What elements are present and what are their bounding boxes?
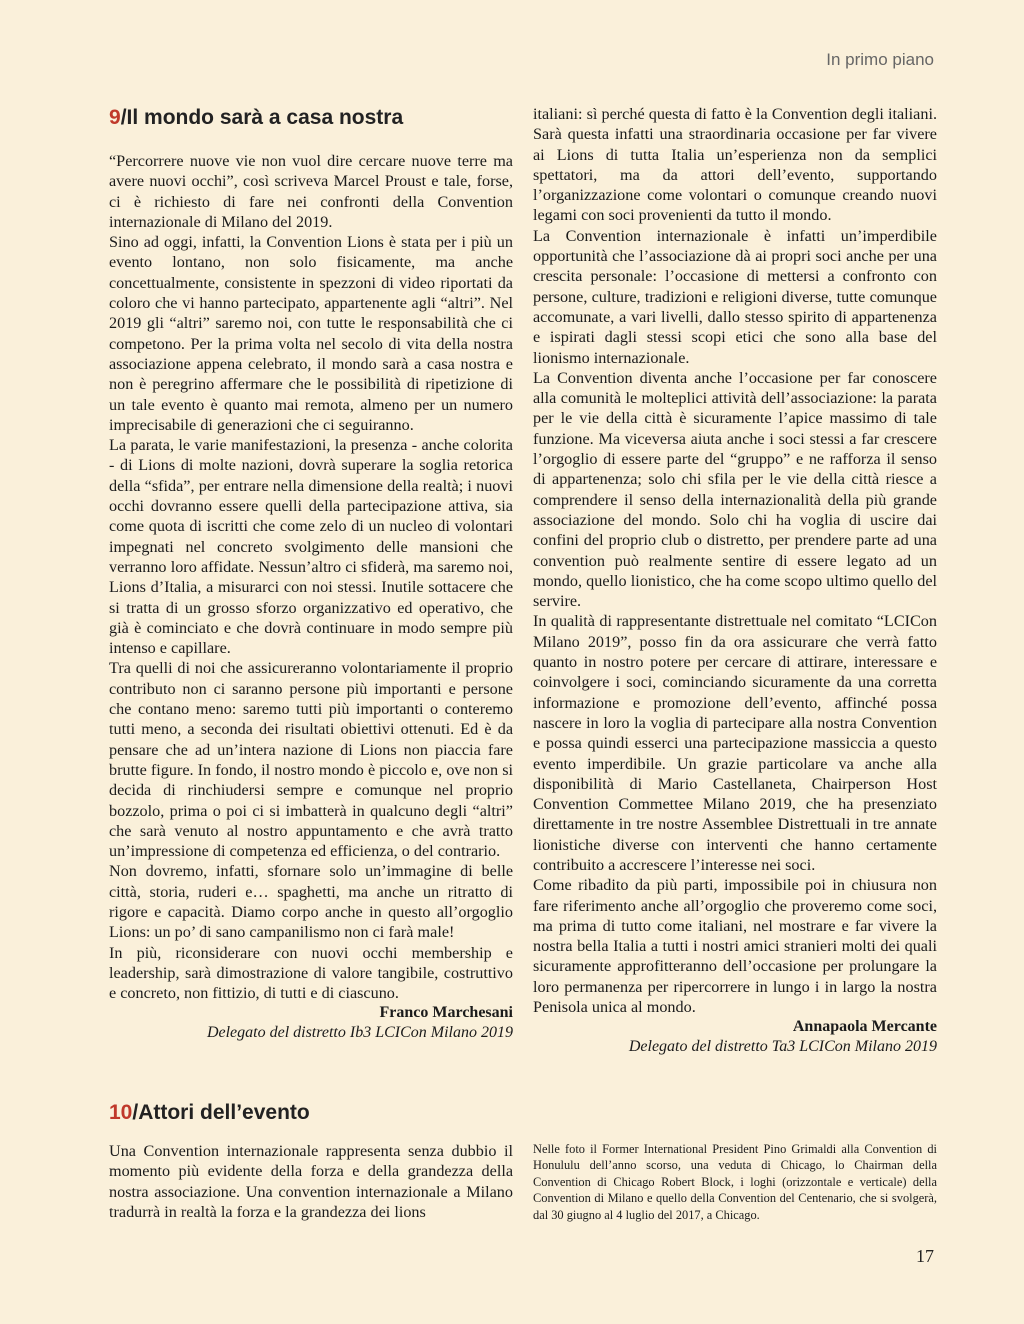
article-2: [109, 1099, 513, 1222]
article-2-title-text: /Attori dell’evento: [132, 1101, 310, 1124]
article-title: [109, 104, 513, 144]
paragraph: “Percorrere nuove vie non vuol dire cercare nuove terre ma avere nuovi occhi”, così scriveva Marcel Proust e tale, forse, ci è richiesto di fare nei confronti della Convention internazionale di Milano del 2019.: [109, 152, 513, 231]
paragraph: La Convention internazionale è infatti un’imperdibile opportunità che l’associazione dà ai propri soci anche per una crescita personale: l’occasione di mettersi a confronto con persone, culture, tradizioni e religioni diverse, tutte comunque accomunate, a vari livelli, dallo stesso spirito di appartenenza e ispirati dagli stessi scopi etici che sono alla base del lionismo internazionale.: [533, 226, 937, 367]
author-name: Annapaola Mercante: [792, 1018, 937, 1036]
article-2-title: [109, 1099, 513, 1141]
article-2-number: 10: [109, 1101, 133, 1124]
paragraph: Tra quelli di noi che assicureranno volontariamente il proprio contributo non ci saranno persone più importanti e persone che contano meno: saremo tutti più importanti o conteremo tutti meno, a seconda dei risultati obiettivi ottenuti. Ed è da pensare che ad un’intera nazione di Lions non piaccia fare brutte figure. In fondo, il nostro mondo è piccolo e, ove non si decida di rinchiudersi sempre e comunque nel proprio bozzolo, prima o poi ci si imbatterà in qualcuno degli “altri” che sarà venuto al nostro appuntamento e che avrà tratto un’impressione di competenza ed efficienza, o del contrario.: [109, 659, 513, 861]
article-number: 9: [109, 106, 121, 129]
article-right-column: [533, 104, 937, 1057]
article-title-text: /Il mondo sarà a casa nostra: [120, 106, 404, 129]
author-role: Delegato del distretto Ta3 LCICon Milano 2019: [628, 1038, 937, 1056]
paragraph: La parata, le varie manifestazioni, la presenza - anche colorita - di Lions di molte nazioni, dovrà superare la soglia retorica della “sfida”, per entrare nella dimensione della realtà; i nuovi occhi dovranno essere quelli della partecipazione attiva, sia come quota di iscritti che come zelo di un nucleo di volontari impegnati nel concreto svolgimento delle mansioni che verranno loro affidate. Nessun’altro ci sfiderà, ma saremo noi, Lions d’Italia, a misurarci con noi stessi. Inutile sottacere che si tratta di un grosso sforzo organizzativo ed operativo, che già è cominciato e che dovrà continuare in modo sempre più intenso e capillare.: [109, 436, 513, 658]
author-role: Delegato del distretto Ib3 LCICon Milano 2019: [206, 1024, 513, 1042]
paragraph: In qualità di rappresentante distrettuale nel comitato “LCICon Milano 2019”, posso fin da ora assicurare che verrà fatto quanto in nostro potere per cercare di attirare, interessare e coinvolgere i soci, cominciando sicuramente da una corretta informazione e promozione dell’evento, affinché possa nascere in loro la voglia di partecipare alla nostra Convention e possa quindi esserci una partecipazione massiccia a questo evento imperdibile. Un grazie particolare va anche alla disponibilità di Mario Castellaneta, Chairperson Host Convention Commettee Milano 2019, che ha presenziato direttamente in tre nostre Assemblee Distrettuali in tre annate lionistiche diverse con interventi che hanno certamente contribuito a accrescere l’interesse nei soci.: [533, 612, 937, 874]
page-number: 17: [916, 1246, 934, 1266]
paragraph: Non dovremo, infatti, sfornare solo un’immagine di belle città, storia, ruderi e… spaghetti, ma anche un ritratto di rigore e capacità. Diamo corpo anche in questo all’orgoglio Lions: un po’ di sano campanilismo non ci farà male!: [109, 862, 513, 942]
paragraph: In più, riconsiderare con nuovi occhi membership e leadership, sarà dimostrazione di valore tangibile, costruttivo e concreto, non fittizio, di tutti e di ciascuno.: [109, 943, 513, 1003]
paragraph: La Convention diventa anche l’occasione per far conoscere alla comunità le molteplici attività dell’associazione: la parata per le vie della città è sicuramente l’apice massimo di tale funzione. Ma viceversa aiuta anche i soci stessi a far crescere l’orgoglio di essere parte del “gruppo” e ne rafforza il senso di appartenenza; solo chi sfila per le vie della città riesce a comprendere il senso della internazionalità della più grande associazione del mondo. Solo chi ha voglia di uscire dai confini del proprio club o distretto, per prendere parte ad una convention può realmente sentire di essere legato ad un mondo, quello lionistico, che ha come scopo ultimo quello del servire.: [533, 368, 937, 611]
author-name: Franco Marchesani: [379, 1004, 513, 1022]
article-2-intro: Una Convention internazionale rappresenta senza dubbio il momento più evidente della forza e della grandezza della nostra associazione. Una convention internazionale a Milano tradurrà in realtà la forza e la grandezza dei lions: [109, 1142, 513, 1221]
photo-caption: Nelle foto il Former International President Pino Grimaldi alla Convention di Honululu dell’anno scorso, una veduta di Chicago, lo Chairman della Convention di Chicago Robert Block, i loghi (orizzontale e verticale) della Convention di Milano e quello della Convention del Centenario, che si svolgerà, dal 30 giugno al 4 luglio del 2017, a Chicago.: [533, 1142, 937, 1222]
section-label: In primo piano: [826, 50, 934, 69]
paragraph: Sino ad oggi, infatti, la Convention Lions è stata per i più un evento lontano, non solo fisicamente, ma anche concettualmente, consistente in spezzoni di video riportati da coloro che vi hanno partecipato, appartenente agli “altri”. Nel 2019 gli “altri” saremo noi, con tutte le responsabilità che ci competono. Per la prima volta nel secolo di vita della nostra associazione appena celebrato, il mondo sarà a casa nostra e non è peregrino affermare che le possibilità di ripetizione di un tale evento è quanto mai remota, almeno per un numero imprecisabile di generazioni che ci seguiranno.: [109, 233, 513, 434]
paragraph: Come ribadito da più parti, impossibile poi in chiusura non fare riferimento anche all’orgoglio che proveremo come soci, ma prima di tutto come italiani, nel mostrare e far vivere la nostra bella Italia a tutti i nostri amici stranieri molti dei quali sicuramente approfitteranno dell’occasione per prolungare la loro permanenza per ripercorrere in lungo i in largo la nostra Penisola unica al mondo.: [533, 876, 937, 1017]
article-left-column: [109, 104, 513, 1043]
paragraph: italiani: sì perché questa di fatto è la Convention degli italiani. Sarà questa infatti una straordinaria occasione per far vivere ai Lions di tutta Italia un’esperienza non da semplici spettatori, ma da attori dell’evento, supportando l’organizzazione come volontari o comunque creando nuovi legami con soci provenienti da tutto il mondo.: [533, 105, 937, 225]
